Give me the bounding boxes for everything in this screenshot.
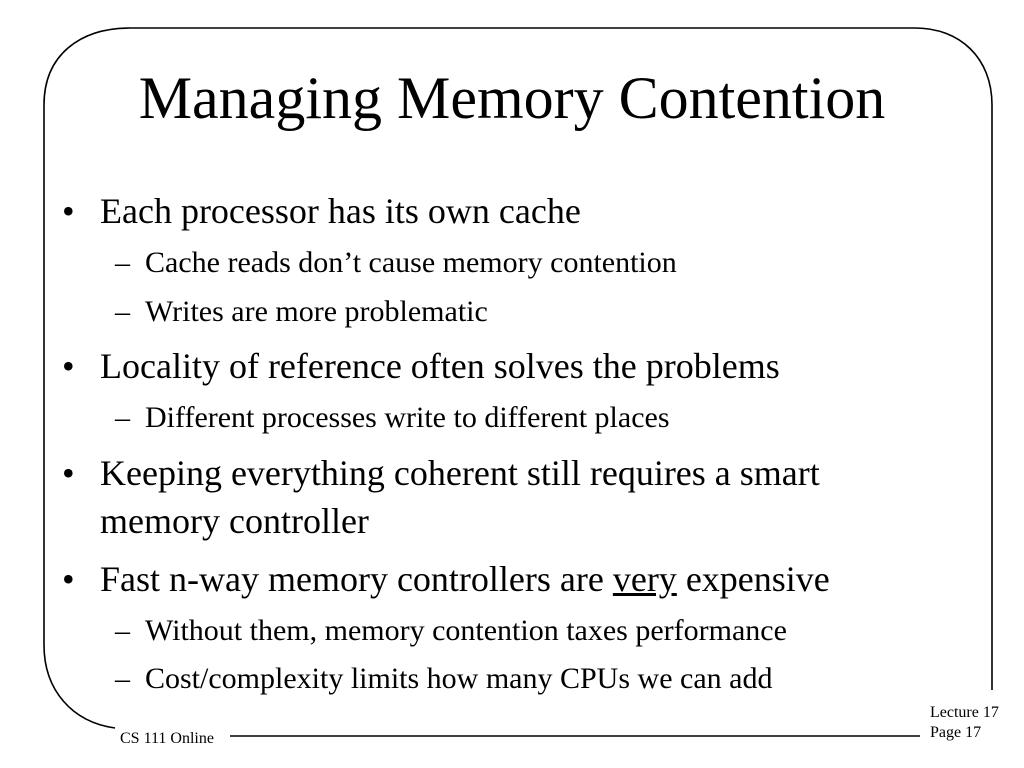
bullet-marker: • bbox=[62, 453, 75, 493]
sub-bullet-text: Cost/complexity limits how many CPUs we can add bbox=[145, 662, 773, 695]
bullet-text-line-1: Keeping everything coherent still requires a smart bbox=[100, 453, 820, 493]
sub-bullet-text: Cache reads don’t cause memory contention bbox=[145, 246, 677, 279]
sub-bullet-marker: – bbox=[115, 614, 130, 647]
sub-bullet-item bbox=[115, 611, 787, 651]
bullet-text-line-2: memory controller bbox=[100, 501, 369, 541]
sub-bullet-item bbox=[115, 243, 677, 283]
bullet-text-before: Fast n-way memory controllers are bbox=[100, 559, 613, 599]
bullet-item bbox=[62, 187, 581, 235]
bullet-text-after: expensive bbox=[676, 559, 830, 599]
bullet-text: Each processor has its own cache bbox=[100, 191, 581, 231]
sub-bullet-text: Writes are more problematic bbox=[145, 295, 488, 328]
sub-bullet-marker: – bbox=[115, 295, 130, 328]
slide-title: Managing Memory Contention bbox=[138, 65, 886, 131]
footer-page-info bbox=[930, 703, 999, 743]
bullet-marker: • bbox=[62, 346, 75, 386]
footer-page: Page 17 bbox=[930, 724, 982, 741]
bullet-item bbox=[62, 555, 830, 603]
bullet-marker: • bbox=[62, 191, 75, 231]
sub-bullet-item bbox=[115, 398, 670, 438]
bullet-item bbox=[62, 342, 780, 390]
sub-bullet-text: Without them, memory contention taxes performance bbox=[145, 614, 787, 647]
bullet-item bbox=[62, 449, 820, 545]
sub-bullet-item bbox=[115, 292, 488, 332]
bullet-text: Locality of reference often solves the problems bbox=[100, 346, 780, 386]
sub-bullet-marker: – bbox=[115, 662, 130, 695]
sub-bullet-text: Different processes write to different places bbox=[145, 401, 670, 434]
footer-course: CS 111 Online bbox=[120, 730, 214, 747]
sub-bullet-marker: – bbox=[115, 401, 130, 434]
sub-bullet-item bbox=[115, 659, 773, 699]
footer-lecture: Lecture 17 bbox=[930, 704, 999, 721]
sub-bullet-marker: – bbox=[115, 246, 130, 279]
bullet-text-emphasis: very bbox=[612, 559, 677, 599]
bullet-marker: • bbox=[62, 559, 75, 599]
